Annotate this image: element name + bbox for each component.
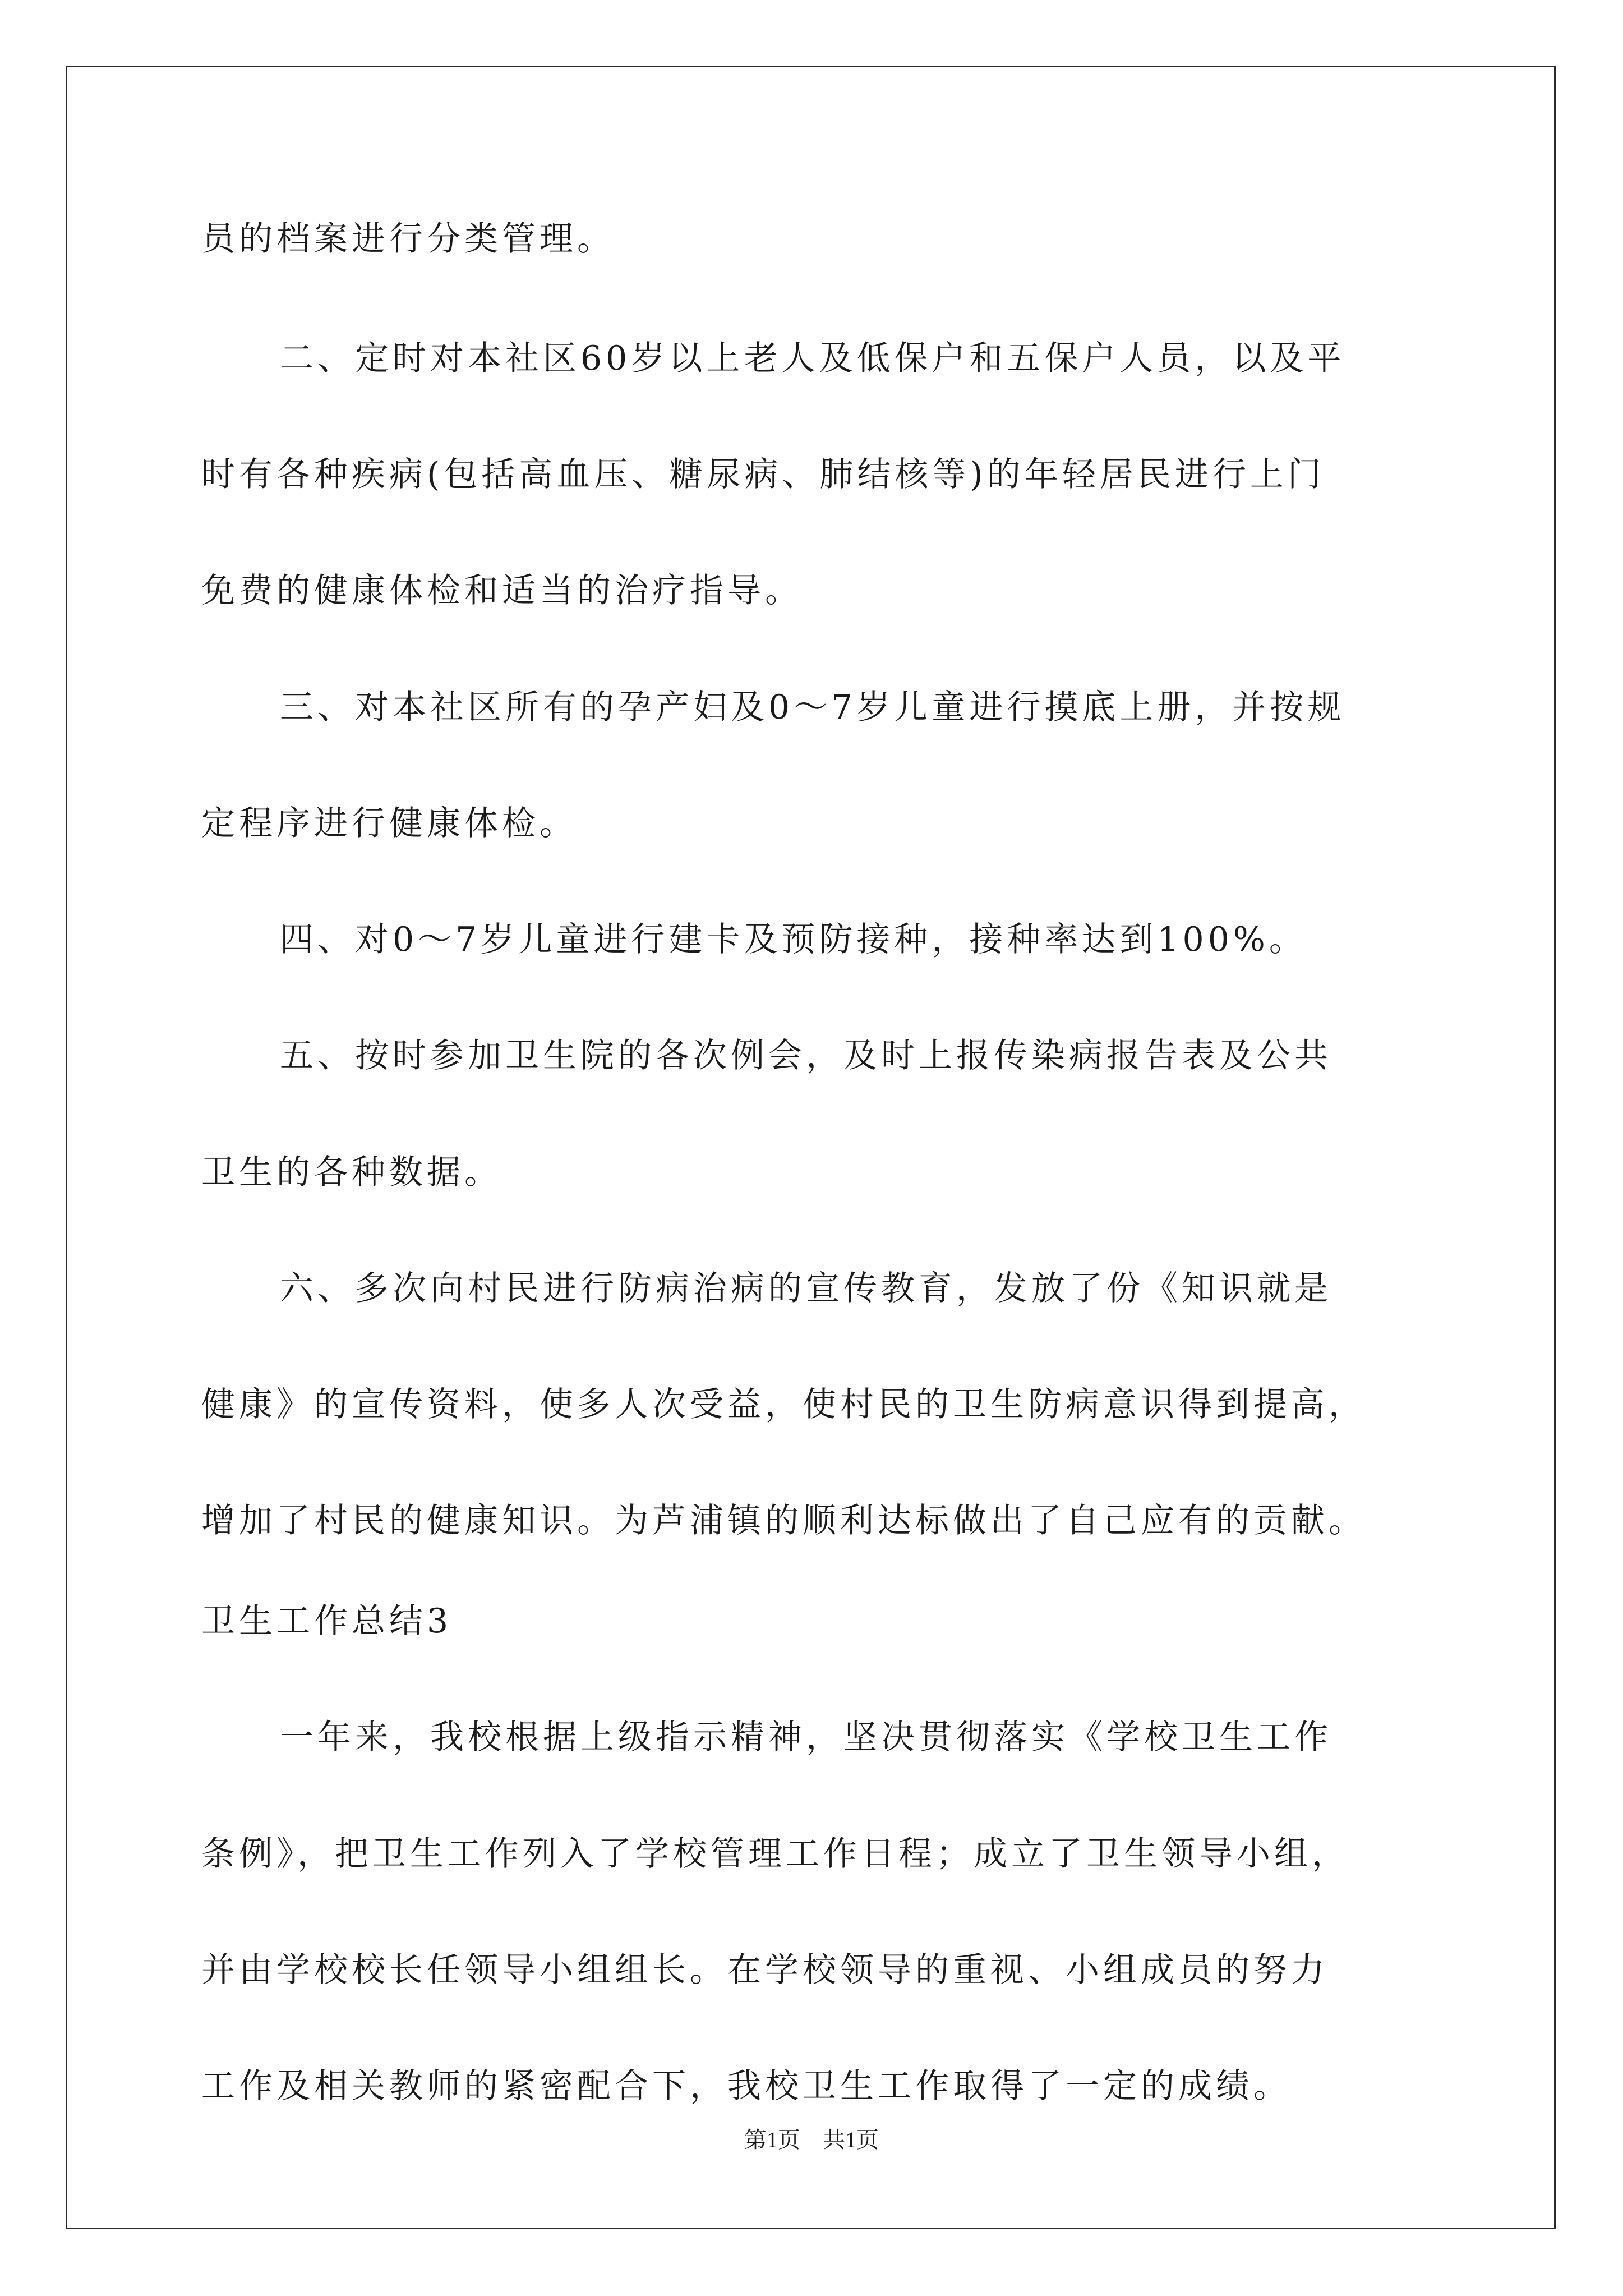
paragraph-line: 六、多次向村民进行防病治病的宣传教育，发放了份《知识就是	[280, 1269, 1332, 1308]
page-footer	[0, 2126, 1623, 2154]
paragraph-line: 员的档案进行分类管理。	[201, 219, 615, 259]
paragraph-line: 卫生的各种数据。	[201, 1153, 502, 1192]
paragraph-line: 免费的健康体检和适当的治疗指导。	[201, 571, 803, 610]
paragraph-line: 时有各种疾病(包括高血压、糖尿病、肺结核等)的年轻居民进行上门	[201, 455, 1325, 494]
paragraph-line: 三、对本社区所有的孕产妇及0～7岁儿童进行摸底上册，并按规	[280, 688, 1345, 727]
paragraph-line: 一年来，我校根据上级指示精神，坚决贯彻落实《学校卫生工作	[280, 1718, 1332, 1757]
paragraph-line: 二、定时对本社区60岁以上老人及低保户和五保户人员，以及平	[280, 339, 1345, 378]
paragraph-line: 定程序进行健康体检。	[201, 804, 577, 843]
paragraph-line: 五、按时参加卫生院的各次例会，及时上报传染病报告表及公共	[280, 1036, 1332, 1075]
paragraph-line: 健康》的宣传资料，使多人次受益，使村民的卫生防病意识得到提高，	[201, 1385, 1366, 1424]
paragraph-line: 条例》，把卫生工作列入了学校管理工作日程；成立了卫生领导小组，	[201, 1834, 1349, 1874]
section-heading: 卫生工作总结3	[201, 1602, 453, 1641]
paragraph-line: 并由学校校长任领导小组组长。在学校领导的重视、小组成员的努力	[201, 1950, 1329, 1990]
page-number: 第1页	[744, 2127, 800, 2152]
page-total: 共1页	[823, 2127, 879, 2152]
paragraph-line: 工作及相关教师的紧密配合下，我校卫生工作取得了一定的成绩。	[201, 2067, 1291, 2106]
paragraph-line: 四、对0～7岁儿童进行建卡及预防接种，接种率达到100%。	[280, 920, 1307, 959]
paragraph-line: 增加了村民的健康知识。为芦浦镇的顺利达标做出了自己应有的贡献。	[201, 1501, 1366, 1540]
